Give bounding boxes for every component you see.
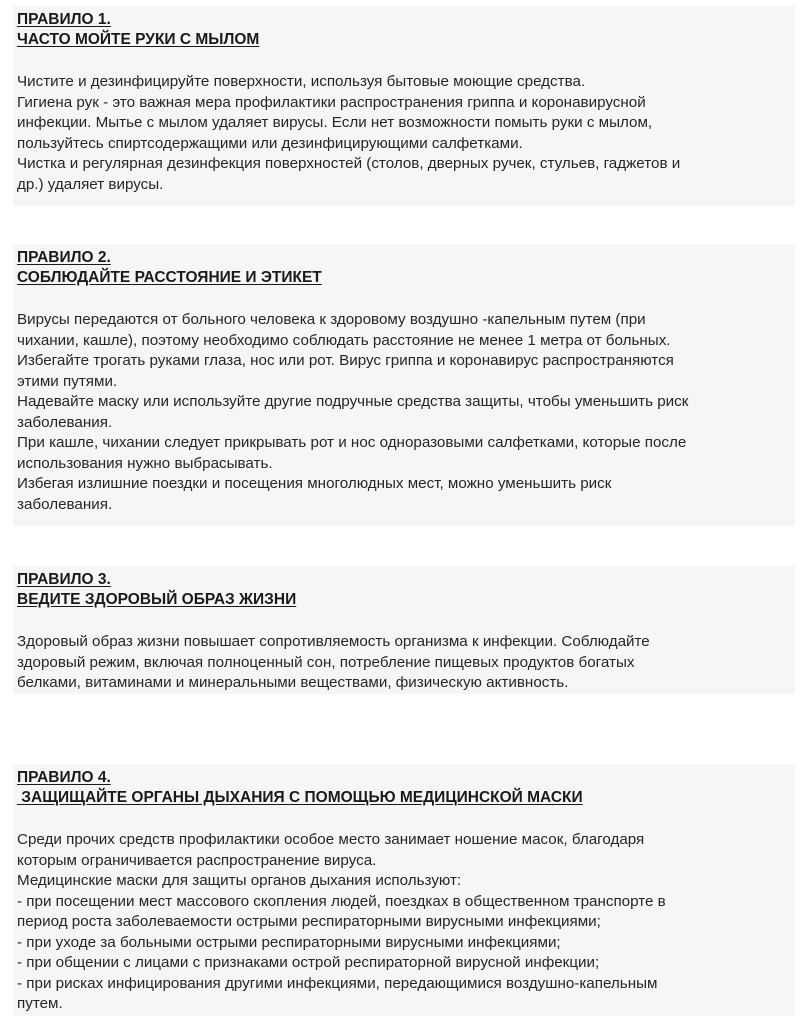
rule-4-title: ЗАЩИЩАЙТЕ ОРГАНЫ ДЫХАНИЯ С ПОМОЩЬЮ МЕДИЦИНСКОЙ МАСКИ [17,789,583,806]
rule-3-number: ПРАВИЛО 3. [17,571,111,588]
rule-4-line: Среди прочих средств профилактики особое место занимает ношение масок, благодаря [17,831,645,848]
rule-4-line: путем. [17,995,63,1012]
rule-2-title: СОБЛЮДАЙТЕ РАССТОЯНИЕ И ЭТИКЕТ [17,269,322,286]
rule-4-line: - при рисках инфицирования другими инфекциями, передающимися воздушно-капельным [17,974,658,992]
rule-2-heading [17,248,795,288]
rule-2-line: заболевания. [17,413,113,431]
rule-3-line: Здоровый образ жизни повышает сопротивляемость организма к инфекции. Соблюдайте [17,633,650,650]
rule-3-section [13,566,795,694]
rule-1-section [13,6,795,206]
rule-1-number: ПРАВИЛО 1. [17,11,111,28]
rule-1-body [17,72,795,195]
rule-2-line: чихании, кашле), поэтому необходимо соблюдать расстояние не менее 1 метра от больных. [17,331,671,349]
rule-1-line: Гигиена рук - это важная мера профилактики распространения гриппа и коронавирусной [17,93,646,111]
rule-4-body [17,830,795,1015]
rule-3-line: белками, витаминами и минеральными веществами, физическую активность. [17,674,569,691]
rule-1-line: пользуйтесь спиртсодержащими или дезинфицирующими салфетками. [17,134,523,152]
rule-1-line: инфекции. Мытье с мылом удаляет вирусы. Если нет возможности помыть руки с мылом, [17,114,653,131]
rule-2-line: Избегая излишние поездки и посещения многолюдных мест, можно уменьшить риск [17,475,612,492]
rule-2-line: При кашле, чихании следует прикрывать рот и нос одноразовыми салфетками, которые после [17,434,687,451]
rule-2-line: использования нужно выбрасывать. [17,454,273,472]
rule-2-number: ПРАВИЛО 2. [17,249,111,266]
rule-2-line: этими путями. [17,372,118,390]
rule-4-number: ПРАВИЛО 4. [17,769,111,786]
rule-1-line: др.) удаляет вирусы. [17,175,164,193]
rule-4-line: период роста заболеваемости острыми респираторными вирусными инфекциями; [17,913,601,930]
rule-2-line: Избегайте трогать руками глаза, нос или рот. Вирус гриппа и коронавирус распространяются [17,352,674,369]
rule-2-line: Надевайте маску или используйте другие подручные средства защиты, чтобы уменьшить риск [17,393,689,410]
rule-3-body [17,632,795,694]
rule-1-title: ЧАСТО МОЙТЕ РУКИ С МЫЛОМ [17,31,260,48]
rule-2-body [17,310,795,515]
rule-4-section [13,764,795,1016]
rule-1-heading [17,10,795,50]
rule-4-line: - при уходе за больными острыми респираторными вирусными инфекциями; [17,933,561,951]
rule-4-line: - при общении с лицами с признаками острой респираторной вирусной инфекции; [17,954,600,971]
rule-4-line: которым ограничивается распространение вируса. [17,851,377,869]
rule-2-section [13,244,795,526]
rule-2-line: Вирусы передаются от больного человека к здоровому воздушно -капельным путем (при [17,311,646,328]
rule-4-line: - при посещении мест массового скопления людей, поездках в общественном транспорте в [17,892,666,910]
rule-3-heading [17,570,795,610]
rule-1-line: Чистка и регулярная дезинфекция поверхностей (столов, дверных ручек, стульев, гаджетов и [17,155,681,172]
rule-2-line: заболевания. [17,495,113,513]
rule-4-line: Медицинские маски для защиты органов дыхания используют: [17,872,462,889]
rule-3-title: ВЕДИТЕ ЗДОРОВЫЙ ОБРАЗ ЖИЗНИ [17,591,297,608]
rule-1-line: Чистите и дезинфицируйте поверхности, используя бытовые моющие средства. [17,73,586,90]
rule-3-line: здоровый режим, включая полноценный сон, потребление пищевых продуктов богатых [17,653,635,671]
rule-4-heading [17,768,795,808]
